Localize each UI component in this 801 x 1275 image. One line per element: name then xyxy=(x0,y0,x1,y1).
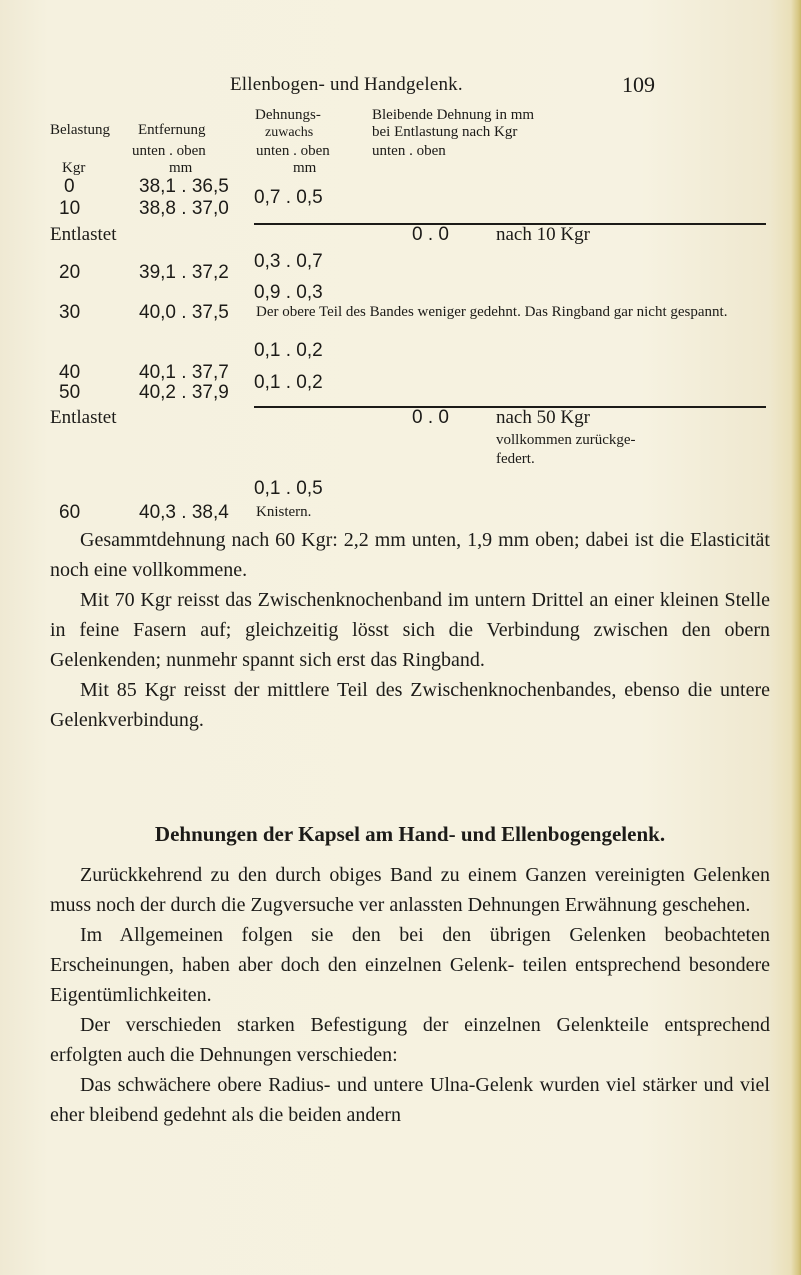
entlastet-note-2b: vollkommen zurückge- xyxy=(496,432,636,448)
row-note-60: Knistern. xyxy=(256,504,312,520)
row-note-30: Der obere Teil des Bandes weniger gedehnt. Das Ringband gar nicht gespannt. xyxy=(256,304,728,320)
prose-block-1 xyxy=(50,525,770,735)
paragraph-gesammtdehnung: Gesammtdehnung nach 60 Kgr: 2,2 mm unten, 1,9 mm oben; dabei ist die Elasticität noch eine vollkommene. xyxy=(50,529,770,581)
row-dist-0: 38,1 . 36,5 xyxy=(139,176,229,197)
col-sub-entfernung: unten . oben xyxy=(132,143,206,159)
col-header-belastung: Belastung xyxy=(50,122,110,138)
growth-0-10: 0,7 . 0,5 xyxy=(254,187,323,208)
entlastet-note-2c: federt. xyxy=(496,451,535,467)
col-header-bleibende-2: bei Entlastung nach Kgr xyxy=(372,124,518,140)
growth-30-40: 0,1 . 0,2 xyxy=(254,340,323,361)
prose-block-2 xyxy=(50,860,770,1130)
paragraph-zurueckkehrend: Zurückkehrend zu den durch obiges Band zu einem Ganzen vereinigten Gelenken muss noch der durch die Zugversuche ver anlassten Dehnungen Erwähnung geschehen. xyxy=(50,864,770,916)
col-header-dehnungs-1: Dehnungs- xyxy=(255,107,321,123)
row-dist-50: 40,2 . 37,9 xyxy=(139,382,229,403)
paragraph-70kgr: Mit 70 Kgr reisst das Zwischenknochenband im untern Drittel an einer kleinen Stelle in feine Fasern auf; gleichzeitig lösst sich die Verbindung zwischen den obern Gelenkenden; nunmehr spannt sich erst das Ringband. xyxy=(50,589,770,671)
row-load-20: 20 xyxy=(59,262,81,283)
col-sub-dehnungs: unten . oben xyxy=(256,143,330,159)
growth-10-20: 0,3 . 0,7 xyxy=(254,251,323,272)
row-dist-20: 39,1 . 37,2 xyxy=(139,262,229,283)
growth-20-30: 0,9 . 0,3 xyxy=(254,282,323,303)
row-dist-40: 40,1 . 37,7 xyxy=(139,362,229,383)
paragraph-radius-ulna: Das schwächere obere Radius- und untere Ulna-Gelenk wurden viel stärker und viel eher bleibend gedehnt als die beiden andern xyxy=(50,1074,770,1126)
row-load-0: 0 xyxy=(64,176,75,197)
col-header-bleibende-1: Bleibende Dehnung in mm xyxy=(372,107,535,123)
paragraph-85kgr: Mit 85 Kgr reisst der mittlere Teil des Zwischenknochenbandes, ebenso die untere Gelenkverbindung. xyxy=(50,679,770,731)
col-unit-dehnungs: mm xyxy=(293,160,317,176)
entlastet-note-1: nach 10 Kgr xyxy=(496,224,590,245)
row-load-40: 40 xyxy=(59,362,81,383)
col-sub-bleibende: unten . oben xyxy=(372,143,446,159)
col-unit-entfernung: mm xyxy=(169,160,193,176)
row-dist-10: 38,8 . 37,0 xyxy=(139,198,229,219)
paragraph-allgemeinen: Im Allgemeinen folgen sie den bei den übrigen Gelenken beobachteten Erscheinungen, haben aber doch den einzelnen Gelenk- teilen entsprechend besondere Eigentümlichkeiten. xyxy=(50,924,770,1006)
paragraph-befestigung: Der verschieden starken Befestigung der einzelnen Gelenkteile entsprechend erfolgten auch die Dehnungen verschieden: xyxy=(50,1014,770,1066)
col-header-entfernung: Entfernung xyxy=(138,122,206,138)
entlastet-residual-2: 0 . 0 xyxy=(412,407,449,428)
growth-50-60: 0,1 . 0,5 xyxy=(254,478,323,499)
entlastet-residual-1: 0 . 0 xyxy=(412,224,449,245)
row-load-10: 10 xyxy=(59,198,81,219)
col-unit-belastung: Kgr xyxy=(62,160,86,176)
row-load-60: 60 xyxy=(59,502,81,523)
entlastet-label-2: Entlastet xyxy=(50,407,117,428)
growth-40-50: 0,1 . 0,2 xyxy=(254,372,323,393)
row-dist-30: 40,0 . 37,5 xyxy=(139,302,229,323)
row-dist-60: 40,3 . 38,4 xyxy=(139,502,229,523)
page-number: 109 xyxy=(622,72,655,97)
col-header-dehnungs-2: zuwachs xyxy=(265,125,314,140)
running-head: Ellenbogen- und Handgelenk. xyxy=(230,74,463,95)
page-edge-shadow xyxy=(791,0,801,1275)
row-load-30: 30 xyxy=(59,302,81,323)
row-load-50: 50 xyxy=(59,382,81,403)
entlastet-note-2a: nach 50 Kgr xyxy=(496,407,590,428)
entlastet-label-1: Entlastet xyxy=(50,224,117,245)
section-heading: Dehnungen der Kapsel am Hand- und Ellenbogengelenk. xyxy=(154,822,666,846)
